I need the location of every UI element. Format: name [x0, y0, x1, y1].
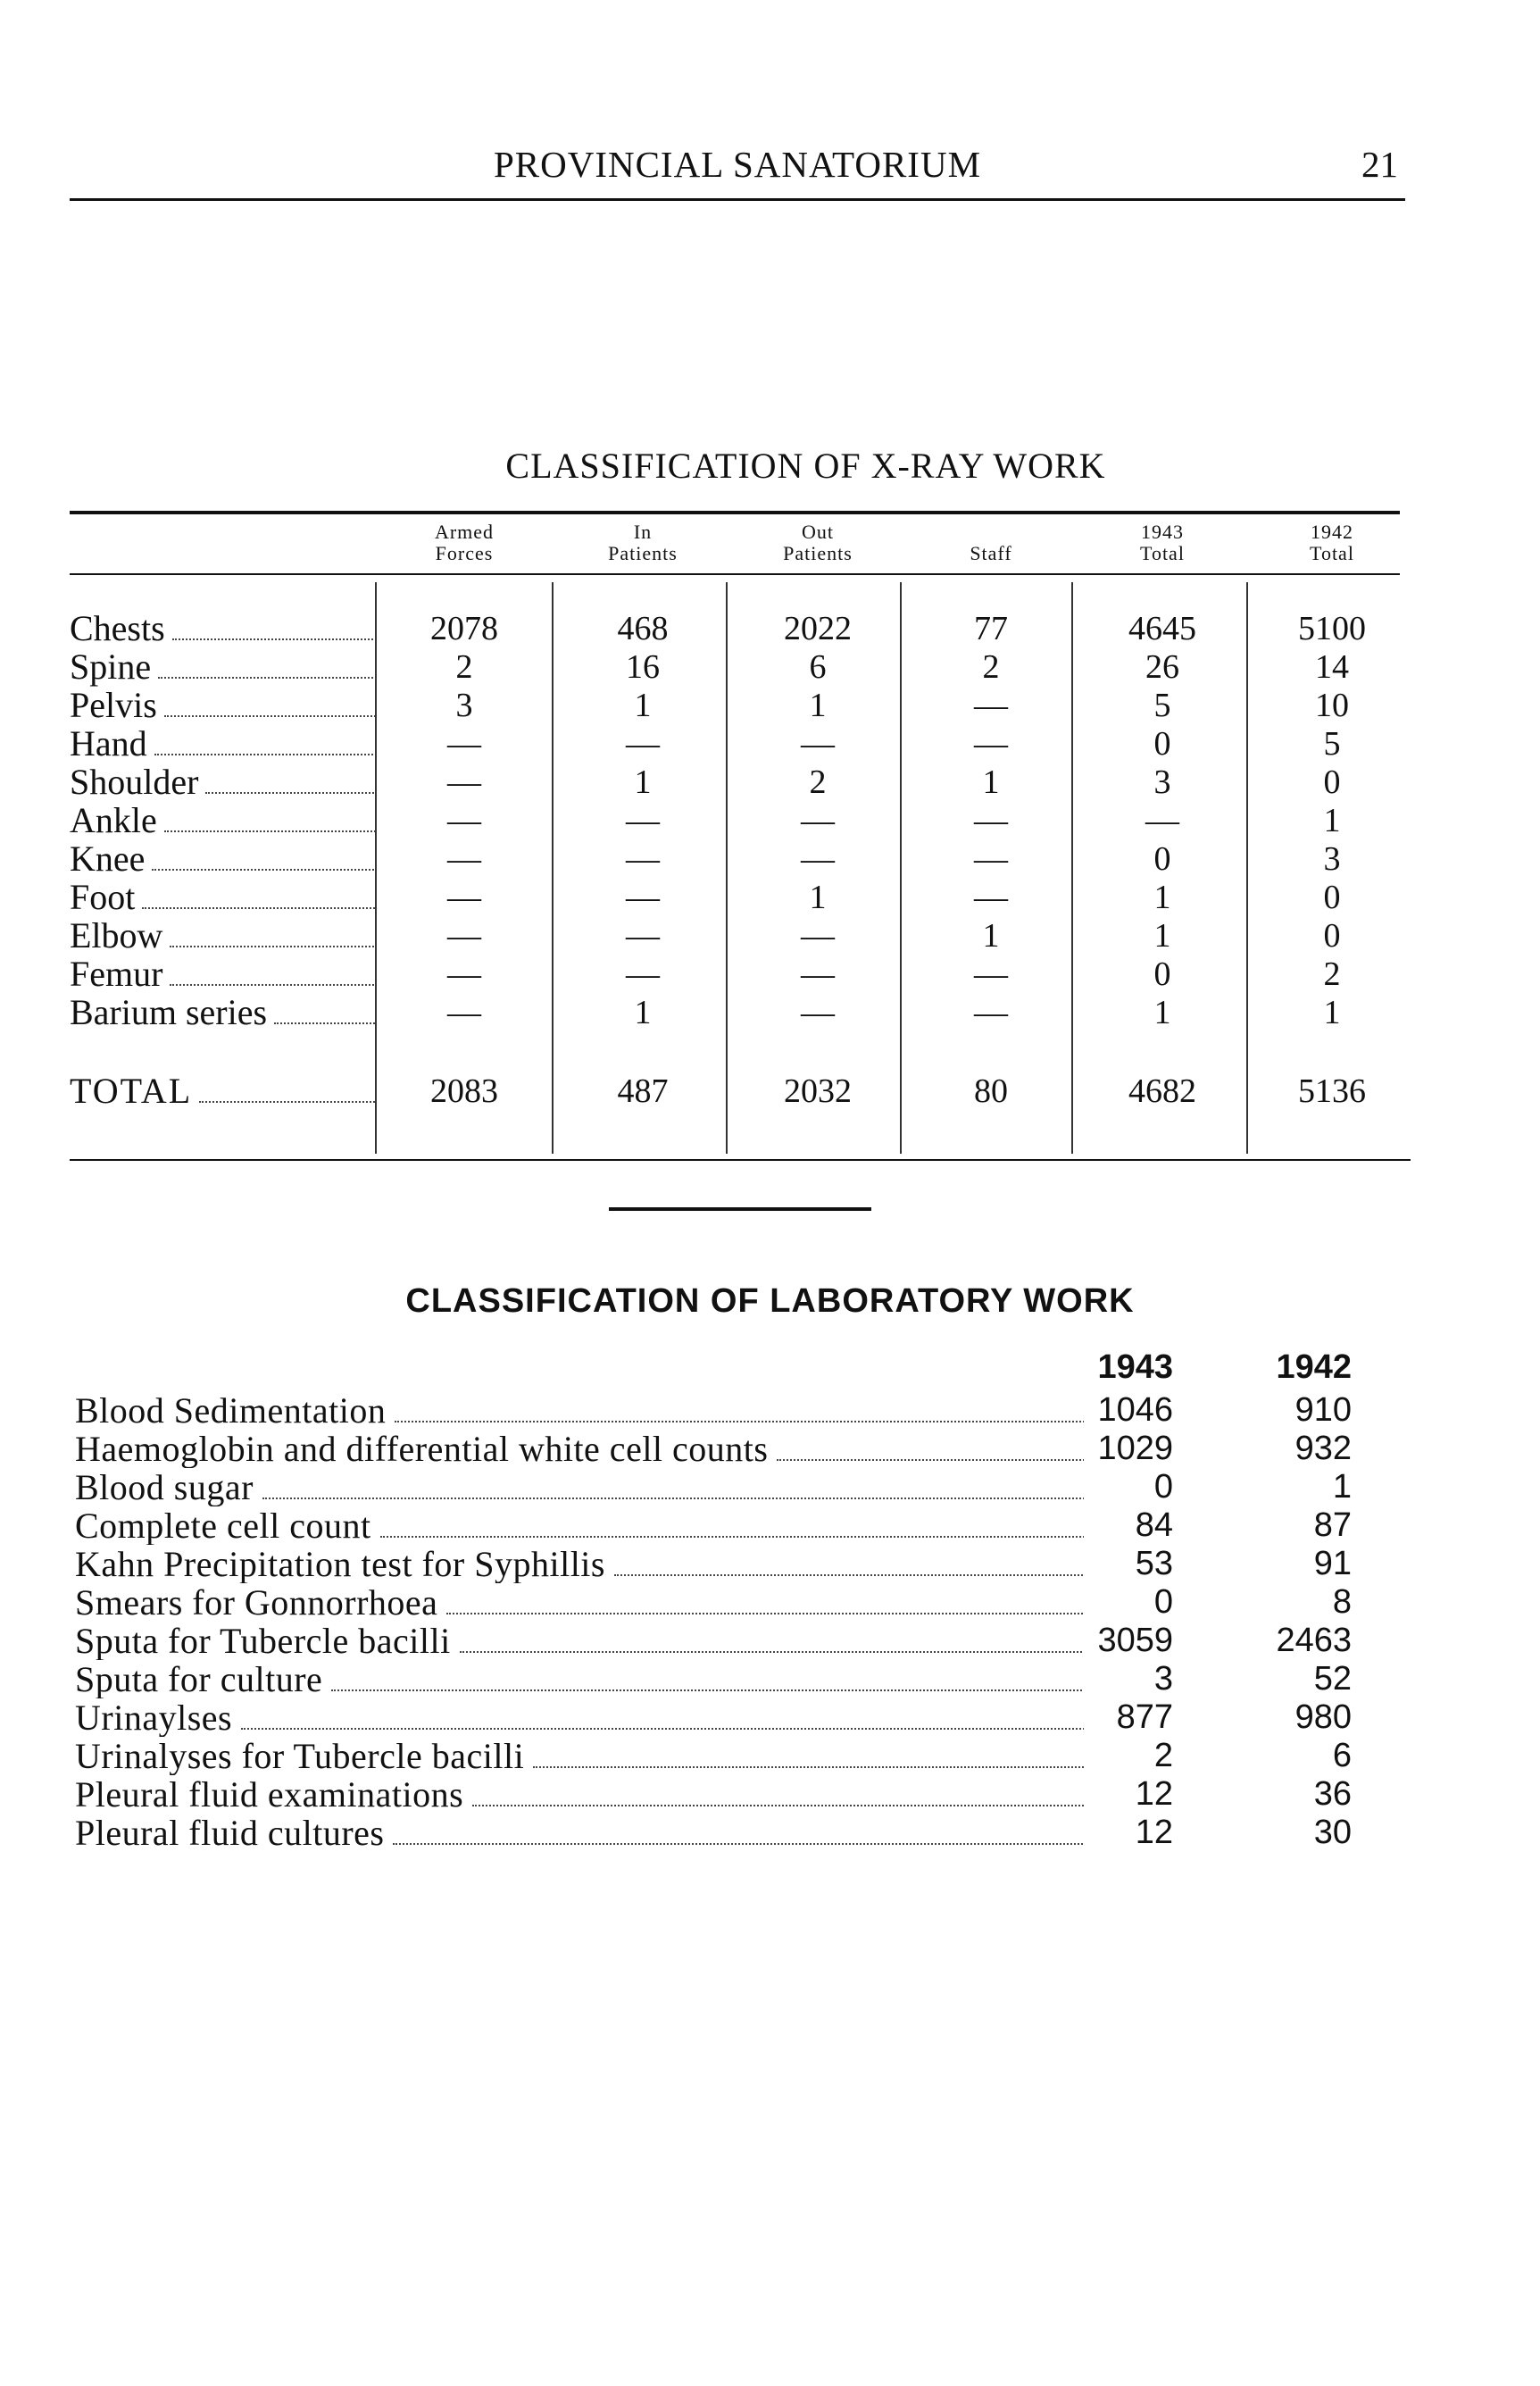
lab-row-label [75, 1430, 1084, 1468]
lab-value: 2463 [1276, 1622, 1352, 1659]
table-top-rule [70, 511, 1400, 514]
table-row [70, 801, 1400, 840]
total-row [70, 1072, 1400, 1111]
table-row [70, 916, 1400, 955]
column-header-line1: Out [802, 521, 834, 543]
lab-row [75, 1814, 1378, 1852]
table-cell: 4682 [1128, 1072, 1196, 1110]
leader-dots [142, 906, 375, 909]
lab-row-label-text: Urinaylses [75, 1698, 233, 1737]
lab-row-label [75, 1545, 1084, 1583]
column-header-line2: Patients [608, 542, 678, 564]
table-cell: 1 [982, 763, 1000, 801]
table-cell: 26 [1145, 648, 1179, 686]
table-cell: — [447, 955, 481, 993]
table-cell: 6 [809, 648, 827, 686]
table-cell: — [626, 955, 660, 993]
table-cell: 4645 [1128, 610, 1196, 647]
lab-row-label-text: Sputa for Tubercle bacilli [75, 1622, 451, 1660]
lab-row-label-text: Kahn Precipitation test for Syphillis [75, 1545, 605, 1583]
lab-value: 91 [1313, 1545, 1352, 1582]
leader-dots [446, 1612, 1084, 1614]
table-header-rule [70, 573, 1400, 575]
row-label-text: Hand [70, 724, 147, 763]
table-cell: — [1145, 802, 1179, 839]
table-cell: 3 [1153, 763, 1171, 801]
table-cell: 77 [974, 610, 1008, 647]
table-cell: — [801, 840, 835, 878]
table-cell: — [447, 994, 481, 1031]
table-row [70, 724, 1400, 763]
lab-row-label-text: Pleural fluid cultures [75, 1814, 385, 1852]
row-label [70, 609, 375, 648]
table-row [70, 993, 1400, 1032]
lab-value: 36 [1313, 1775, 1352, 1813]
table-cell: — [626, 879, 660, 916]
table-cell: — [974, 879, 1008, 916]
table-row [70, 878, 1400, 917]
year-column-header: 1943 [1097, 1348, 1173, 1386]
table-row [70, 763, 1400, 802]
table-cell: — [447, 802, 481, 839]
row-label-text: Spine [70, 647, 152, 687]
table-bottom-rule [70, 1159, 1411, 1161]
column-header [906, 521, 1076, 564]
lab-row [75, 1775, 1378, 1814]
row-label [70, 801, 375, 840]
table-cell: 1 [1323, 802, 1341, 839]
table-cell: 1 [809, 879, 827, 916]
column-header [379, 521, 549, 564]
lab-value: 877 [1116, 1698, 1173, 1736]
lab-section-title: CLASSIFICATION OF LABORATORY WORK [405, 1282, 1135, 1320]
lab-value: 8 [1332, 1583, 1352, 1621]
table-cell: 2 [809, 763, 827, 801]
table-cell: 1 [982, 917, 1000, 955]
table-cell: — [801, 725, 835, 763]
table-row [70, 839, 1400, 879]
table-row [70, 609, 1400, 648]
table-cell: — [447, 763, 481, 801]
running-head-title: PROVINCIAL SANATORIUM [493, 144, 982, 185]
table-cell: 3 [455, 687, 473, 724]
table-cell: 1 [634, 687, 652, 724]
table-cell: — [974, 725, 1008, 763]
lab-row [75, 1545, 1378, 1583]
table-cell: 3 [1323, 840, 1341, 878]
leader-dots [393, 1842, 1084, 1845]
table-cell: 0 [1323, 763, 1341, 801]
table-cell: 0 [1153, 725, 1171, 763]
table-cell: — [974, 955, 1008, 993]
column-header-line2: Patients [783, 542, 853, 564]
lab-row-label [75, 1468, 1084, 1506]
row-label-text: Shoulder [70, 763, 199, 802]
row-label [70, 1072, 375, 1111]
table-cell: 0 [1323, 879, 1341, 916]
lab-value: 932 [1294, 1430, 1352, 1467]
table-row [70, 647, 1400, 687]
column-header [1078, 521, 1247, 564]
table-row [70, 955, 1400, 994]
running-head [70, 143, 1405, 201]
column-header-line2: Staff [970, 542, 1012, 564]
lab-row-label [75, 1814, 1084, 1852]
lab-row-label [75, 1737, 1084, 1775]
row-label [70, 647, 375, 687]
lab-value: 1046 [1097, 1391, 1173, 1429]
row-label-text: Pelvis [70, 686, 157, 725]
lab-value: 1029 [1097, 1430, 1173, 1467]
leader-dots [614, 1573, 1084, 1576]
lab-row [75, 1622, 1378, 1660]
lab-row [75, 1468, 1378, 1506]
page-number: 21 [1361, 144, 1398, 185]
lab-value: 84 [1135, 1506, 1173, 1544]
table-cell: 2 [1323, 955, 1341, 993]
lab-row-label [75, 1583, 1084, 1622]
xray-section-title: CLASSIFICATION OF X-RAY WORK [505, 446, 1106, 486]
table-cell: — [801, 917, 835, 955]
column-header [558, 521, 728, 564]
leader-dots [380, 1535, 1084, 1538]
section-divider [609, 1207, 871, 1211]
lab-value: 0 [1153, 1468, 1173, 1506]
lab-value: 3059 [1097, 1622, 1173, 1659]
row-label-text: Elbow [70, 916, 163, 955]
table-row [70, 686, 1400, 725]
table-cell: 2 [982, 648, 1000, 686]
table-cell: — [626, 802, 660, 839]
table-cell: 2078 [430, 610, 498, 647]
leader-dots [241, 1727, 1084, 1730]
column-header-line2: Forces [435, 542, 494, 564]
lab-value: 980 [1294, 1698, 1352, 1736]
table-cell: 5 [1323, 725, 1341, 763]
lab-row-label [75, 1622, 1084, 1660]
table-cell: — [974, 994, 1008, 1031]
table-cell: — [447, 879, 481, 916]
column-header-line1 [906, 521, 1076, 543]
lab-row-label-text: Sputa for culture [75, 1660, 323, 1698]
table-cell: 0 [1153, 955, 1171, 993]
leader-dots [170, 945, 375, 947]
lab-row [75, 1391, 1378, 1430]
lab-value: 0 [1153, 1583, 1173, 1621]
lab-row-label-text: Smears for Gonnorrhoea [75, 1583, 438, 1622]
table-cell: 10 [1315, 687, 1349, 724]
leader-dots [199, 1100, 375, 1103]
table-cell: 80 [974, 1072, 1008, 1110]
table-cell: 468 [617, 610, 669, 647]
table-cell: 2022 [784, 610, 852, 647]
lab-value: 12 [1135, 1775, 1173, 1813]
lab-row-label-text: Haemoglobin and differential white cell counts [75, 1430, 769, 1468]
row-label-text: Knee [70, 839, 146, 879]
table-cell: — [447, 840, 481, 878]
xray-table [70, 511, 1400, 1163]
table-cell: 0 [1323, 917, 1341, 955]
table-cell: 2 [455, 648, 473, 686]
row-label [70, 916, 375, 955]
table-cell: — [801, 955, 835, 993]
leader-dots [154, 753, 375, 755]
row-label [70, 878, 375, 917]
table-cell: — [974, 840, 1008, 878]
table-cell: — [626, 725, 660, 763]
lab-value: 87 [1313, 1506, 1352, 1544]
table-cell: — [626, 840, 660, 878]
table-cell: — [801, 994, 835, 1031]
table-cell: 1 [1323, 994, 1341, 1031]
lab-row-label [75, 1660, 1084, 1698]
table-cell: — [974, 802, 1008, 839]
column-header-line2: Total [1310, 542, 1354, 564]
lab-row-label-text: Pleural fluid examinations [75, 1775, 464, 1814]
lab-row-label-text: Blood Sedimentation [75, 1391, 387, 1430]
column-header-line1: 1942 [1311, 521, 1353, 543]
column-header-line1: In [633, 521, 653, 543]
lab-row [75, 1506, 1378, 1545]
table-cell: 1 [809, 687, 827, 724]
table-cell: 2083 [430, 1072, 498, 1110]
table-cell: 14 [1315, 648, 1349, 686]
table-cell: 0 [1153, 840, 1171, 878]
lab-value: 6 [1332, 1737, 1352, 1774]
table-cell: 5 [1153, 687, 1171, 724]
row-label [70, 686, 375, 725]
leader-dots [158, 676, 375, 679]
table-cell: 1 [1153, 917, 1171, 955]
table-cell: 1 [634, 763, 652, 801]
column-header [733, 521, 903, 564]
column-header-line2: Total [1140, 542, 1185, 564]
lab-row-label [75, 1775, 1084, 1814]
row-label [70, 993, 375, 1032]
leader-dots [172, 638, 375, 640]
table-cell: — [447, 725, 481, 763]
lab-row-label [75, 1506, 1084, 1545]
leader-dots [533, 1765, 1084, 1768]
table-cell: — [801, 802, 835, 839]
lab-row [75, 1583, 1378, 1622]
lab-value: 1 [1332, 1468, 1352, 1506]
lab-value: 30 [1313, 1814, 1352, 1851]
lab-value: 53 [1135, 1545, 1173, 1582]
lab-row [75, 1430, 1378, 1468]
row-label [70, 724, 375, 763]
year-column-header: 1942 [1276, 1348, 1352, 1386]
lab-row [75, 1698, 1378, 1737]
leader-dots [152, 868, 375, 871]
leader-dots [164, 714, 375, 717]
row-label [70, 955, 375, 994]
leader-dots [472, 1804, 1084, 1806]
table-cell: — [974, 687, 1008, 724]
leader-dots [274, 1022, 375, 1024]
table-cell: 5100 [1298, 610, 1366, 647]
row-label-text: Foot [70, 878, 136, 917]
lab-row-label-text: Blood sugar [75, 1468, 254, 1506]
table-cell: — [626, 917, 660, 955]
leader-dots [170, 983, 375, 986]
table-cell: 1 [1153, 994, 1171, 1031]
leader-dots [331, 1689, 1084, 1691]
lab-row [75, 1660, 1378, 1698]
row-label-text: Femur [70, 955, 163, 994]
lab-value: 12 [1135, 1814, 1173, 1851]
lab-row [75, 1737, 1378, 1775]
column-header-line1: 1943 [1141, 521, 1184, 543]
leader-dots [164, 830, 375, 832]
row-label-text: Ankle [70, 801, 157, 840]
leader-dots [205, 791, 375, 794]
leader-dots [395, 1420, 1084, 1422]
table-cell: 1 [1153, 879, 1171, 916]
lab-value: 2 [1153, 1737, 1173, 1774]
table-cell: — [447, 917, 481, 955]
leader-dots [262, 1497, 1084, 1499]
row-label-text: TOTAL [70, 1072, 193, 1111]
row-label [70, 763, 375, 802]
lab-value: 3 [1153, 1660, 1173, 1698]
table-cell: 5136 [1298, 1072, 1366, 1110]
leader-dots [460, 1650, 1084, 1653]
row-label [70, 839, 375, 879]
column-header [1247, 521, 1417, 564]
table-cell: 1 [634, 994, 652, 1031]
row-label-text: Chests [70, 609, 165, 648]
row-label-text: Barium series [70, 993, 268, 1032]
lab-value: 910 [1294, 1391, 1352, 1429]
lab-row-label-text: Urinalyses for Tubercle bacilli [75, 1737, 525, 1775]
column-header-line1: Armed [434, 521, 495, 543]
lab-row-label [75, 1698, 1084, 1737]
table-cell: 2032 [784, 1072, 852, 1110]
lab-row-label-text: Complete cell count [75, 1506, 371, 1545]
table-cell: 16 [626, 648, 660, 686]
table-cell: 487 [617, 1072, 669, 1110]
lab-value: 52 [1313, 1660, 1352, 1698]
lab-row-label [75, 1391, 1084, 1430]
